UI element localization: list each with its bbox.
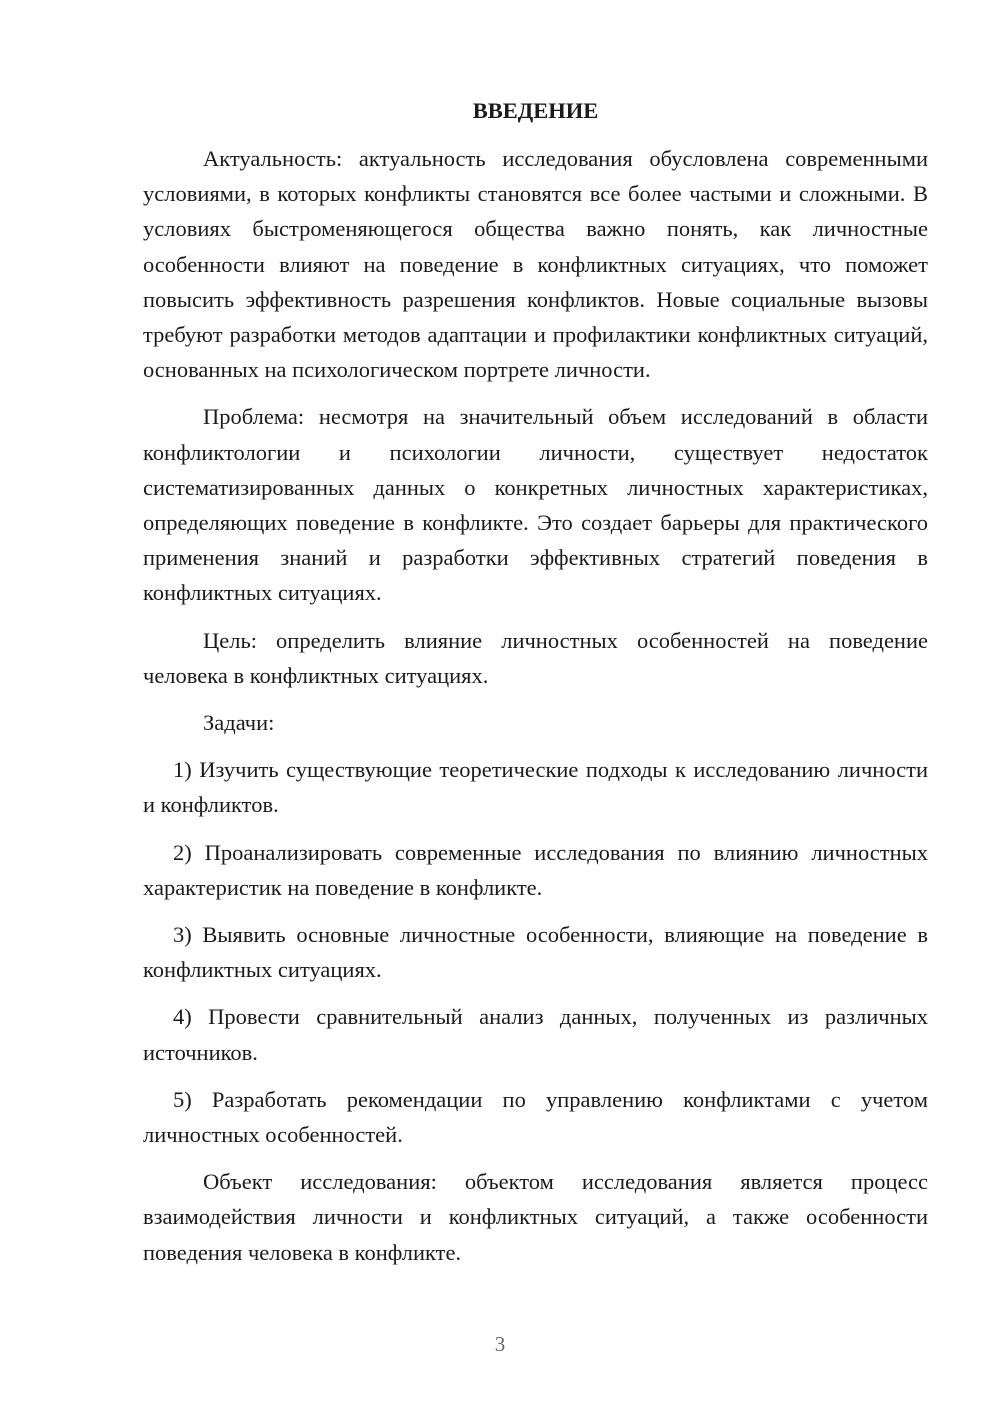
tasks-heading: Задачи: bbox=[203, 710, 275, 736]
task-item-1: 1) Изучить существующие теоретические подходы к исследованию личности и конфликтов. bbox=[143, 757, 928, 818]
task-item-5: 5) Разработать рекомендации по управлению конфликтами с учетом личностных особенностей. bbox=[143, 1086, 928, 1148]
task-item-2: 2) Проанализировать современные исследования по влиянию личностных характеристик на поведение в конфликте. bbox=[143, 839, 928, 900]
page-number: 3 bbox=[494, 1332, 506, 1356]
section-title: ВВЕДЕНИЕ bbox=[472, 98, 599, 123]
problem-paragraph: Проблема: несмотря на значительный объем исследований в области конфликтологии и психологии личности, существует недостаток систематизированных данных о конкретных личностных характеристиках, определяющих поведение в конфликте. Это создает барьеры для практического применения знаний и разработки эффективных стратегий поведения в конфликтных ситуациях. bbox=[143, 404, 928, 606]
goal-paragraph: Цель: определить влияние личностных особенностей на поведение человека в конфликтных ситуациях. bbox=[143, 627, 928, 688]
task-item-3: 3) Выявить основные личностные особенности, влияющие на поведение в конфликтных ситуациях. bbox=[143, 922, 928, 983]
relevance-paragraph: Актуальность: актуальность исследования обусловлена современными условиями, в которых конфликты становятся все более частыми и сложными. В условиях быстроменяющегося общества важно понять, как личностные особенности влияют на поведение в конфликтных ситуациях, что поможет повысить эффективность разрешения конфликтов. Новые социальные вызовы требуют разработки методов адаптации и профилактики конфликтных ситуаций, основанных на психологическом портрете личности. bbox=[143, 146, 928, 383]
research-object-paragraph: Объект исследования: объектом исследования является процесс взаимодействия личности и конфликтных ситуаций, а также особенности поведения человека в конфликте. bbox=[143, 1169, 928, 1265]
page-content bbox=[143, 93, 928, 1282]
task-item-4: 4) Провести сравнительный анализ данных, полученных из различных источников. bbox=[143, 1004, 928, 1065]
